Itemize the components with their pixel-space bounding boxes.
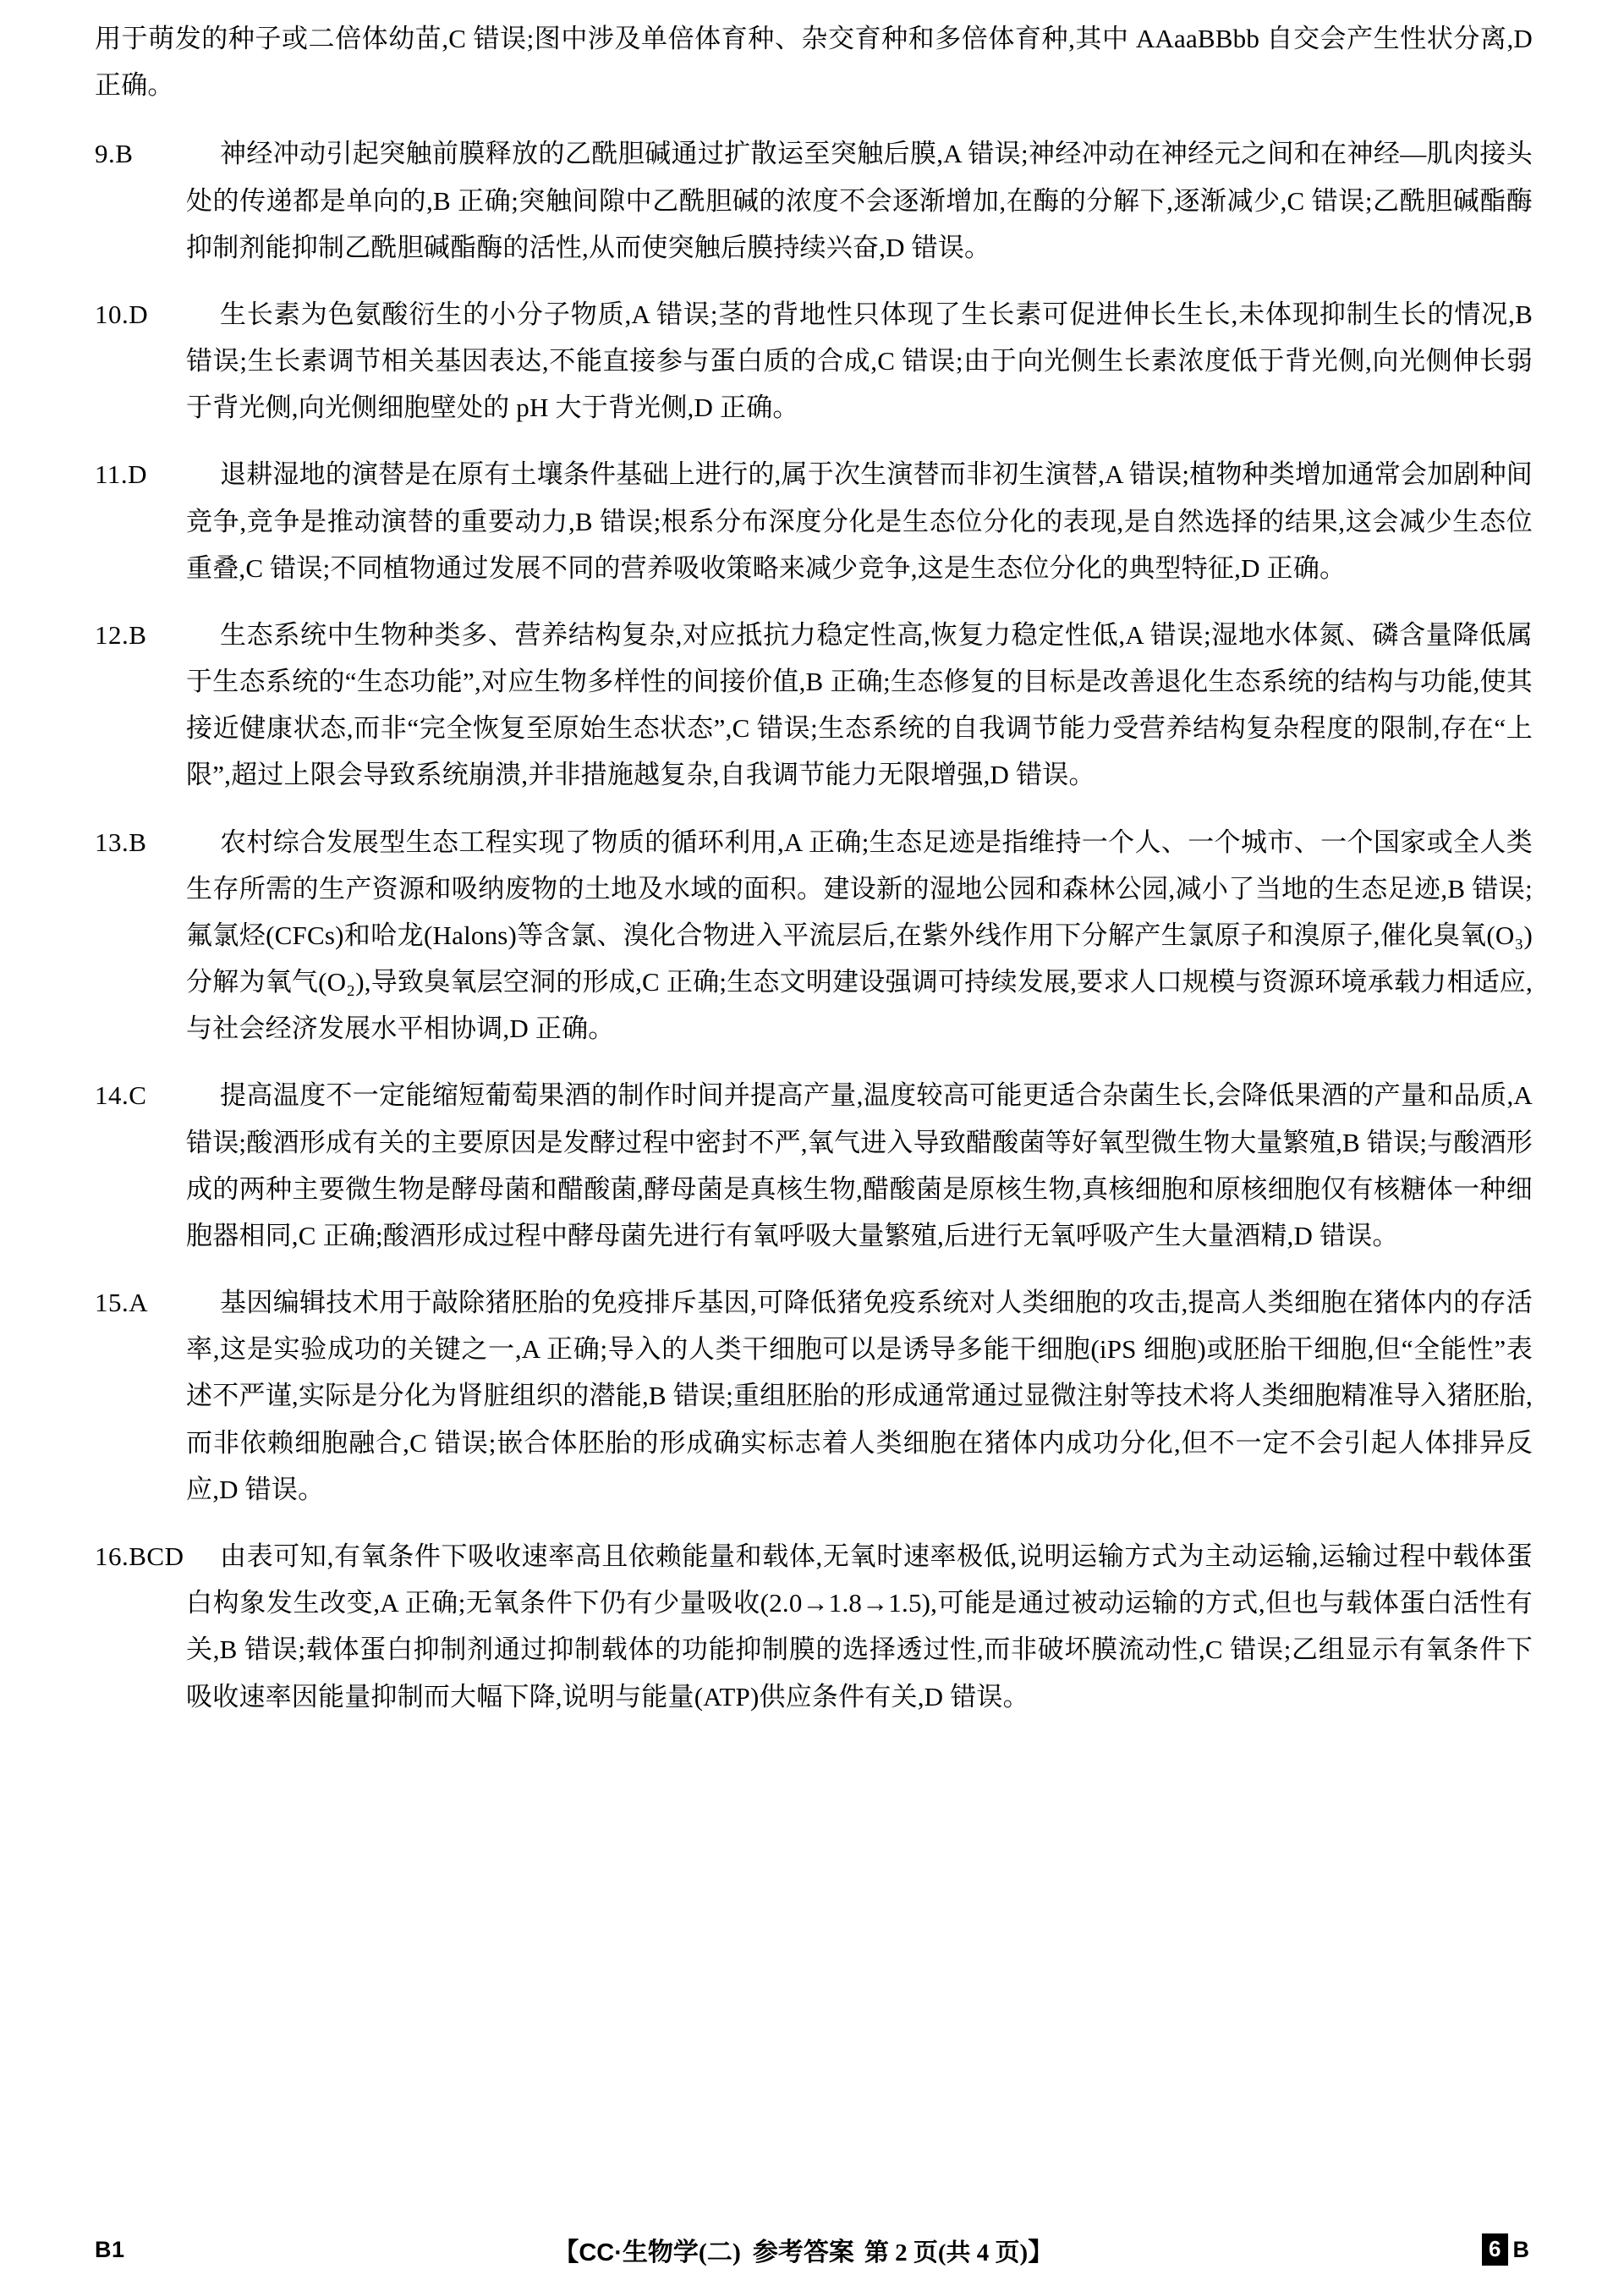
answer-number-9 xyxy=(95,130,186,177)
answer-choice: B xyxy=(129,827,147,857)
answer-explanation-10: 生长素为色氨酸衍生的小分子物质,A 错误;茎的背地性只体现了生长素可促进伸长生长,未体现抑制生长的情况,B 错误;生长素调节相关基因表达,不能直接参与蛋白质的合成,C 错误;由于向光侧生长素浓度低于背光侧,向光侧伸长弱于背光侧,向光侧细胞壁处的 pH 大于背光侧,D 正确。 xyxy=(186,299,1533,423)
footer-bracket-open: 【 xyxy=(553,2239,579,2266)
answer-choice: B xyxy=(115,139,134,169)
answer-explanation-16: 由表可知,有氧条件下吸收速率高且依赖能量和载体,无氧时速率极低,说明运输方式为主动运输,运输过程中载体蛋白构象发生改变,A 正确;无氧条件下仍有少量吸收(2.0→1.8→1.5),可能是通过被动运输的方式,但也与载体蛋白活性有关,B 错误;载体蛋白抑制剂通过抑制载体的功能抑制膜的选择透过性,而非破坏膜流动性,C 错误;乙组显示有氧条件下吸收速率因能量抑制而大幅下降,说明与能量(ATP)供应条件有关,D 错误。 xyxy=(186,1541,1533,1711)
answer-entry-14 xyxy=(95,1072,1533,1259)
question-number: 14. xyxy=(95,1080,129,1111)
answer-entry-10 xyxy=(95,291,1533,431)
continuation-paragraph: 用于萌发的种子或二倍体幼苗,C 错误;图中涉及单倍体育种、杂交育种和多倍体育种,其中 AAaaBBbb 自交会产生性状分离,D 正确。 xyxy=(95,24,1533,101)
answer-number-15 xyxy=(95,1279,186,1326)
answer-number-12 xyxy=(95,612,186,658)
footer-bracket-close: 】 xyxy=(1028,2239,1054,2266)
answer-entry-9 xyxy=(95,130,1533,271)
answer-choice: C xyxy=(129,1080,147,1111)
answer-choice: D xyxy=(128,459,147,490)
footer-center-info xyxy=(553,2231,1053,2268)
answer-explanation-15: 基因编辑技术用于敲除猪胚胎的免疫排斥基因,可降低猪免疫系统对人类细胞的攻击,提高人类细胞在猪体内的存活率,这是实验成功的关键之一,A 正确;导入的人类干细胞可以是诱导多能干细胞(iPS 细胞)或胚胎干细胞,但“全能性”表述不严谨,实际是分化为肾脏组织的潜能,B 错误;重组胚胎的形成通常通过显微注射等技术将人类细胞精准导入猪胚胎,而非依赖细胞融合,C 错误;嵌合体胚胎的形成确实标志着人类细胞在猪体内成功分化,但不一定不会引起人体排异反应,D 错误。 xyxy=(186,1288,1533,1504)
question-number: 15. xyxy=(95,1288,129,1318)
answer-number-10 xyxy=(95,291,186,338)
footer-page-info: 第 2 页(共 4 页) xyxy=(864,2239,1029,2266)
answer-choice: B xyxy=(129,619,147,650)
answer-choice: BCD xyxy=(129,1541,184,1571)
footer-reference-label: 参考答案 xyxy=(752,2239,854,2266)
answer-explanation-12: 生态系统中生物种类多、营养结构复杂,对应抵抗力稳定性高,恢复力稳定性低,A 错误;湿地水体氮、磷含量降低属于生态系统的“生态功能”,对应生物多样性的间接价值,B 正确;生态修复的目标是改善退化生态系统的结构与功能,使其接近健康状态,而非“完全恢复至原始生态状态”,C 错误;生态系统的自我调节能力受营养结构复杂程度的限制,存在“上限”,超过上限会导致系统崩溃,并非措施越复杂,自我调节能力无限增强,D 错误。 xyxy=(186,619,1533,790)
answer-explanation-9: 神经冲动引起突触前膜释放的乙酰胆碱通过扩散运至突触后膜,A 错误;神经冲动在神经元之间和在神经—肌肉接头处的传递都是单向的,B 正确;突触间隙中乙酰胆碱的浓度不会逐渐增加,在酶的分解下,逐渐减少,C 错误;乙酰胆碱酯酶抑制剂能抑制乙酰胆碱酯酶的活性,从而使突触后膜持续兴奋,D 错误。 xyxy=(186,139,1533,262)
question-number: 16. xyxy=(95,1541,129,1571)
question-number: 12. xyxy=(95,619,129,650)
question-number: 10. xyxy=(95,299,129,329)
answer-choice: D xyxy=(129,299,149,329)
answer-entry-16 xyxy=(95,1533,1533,1720)
answer-entry-15 xyxy=(95,1279,1533,1513)
answer-number-11 xyxy=(95,451,186,497)
footer-page-number-box: 6 xyxy=(1482,2233,1507,2266)
answer-entry-12 xyxy=(95,612,1533,799)
footer-right-info xyxy=(1482,2233,1529,2266)
footer-subject: 生物学(二) xyxy=(622,2239,741,2266)
answer-number-13 xyxy=(95,819,186,865)
answer-number-16 xyxy=(95,1533,186,1580)
answer-choice: A xyxy=(129,1288,149,1318)
answer-explanation-11: 退耕湿地的演替是在原有土壤条件基础上进行的,属于次生演替而非初生演替,A 错误;植物种类增加通常会加剧种间竞争,竞争是推动演替的重要动力,B 错误;根系分布深度分化是生态位分化的表现,是自然选择的结果,这会减少生态位重叠,C 错误;不同植物通过发展不同的营养吸收策略来减少竞争,这是生态位分化的典型特征,D 正确。 xyxy=(186,459,1533,583)
footer-left-code: B1 xyxy=(95,2236,125,2262)
page-footer xyxy=(95,2230,1529,2269)
footer-right-code: B xyxy=(1512,2236,1529,2262)
page-content xyxy=(95,15,1533,1720)
question-number: 11. xyxy=(95,459,129,490)
question-number: 9. xyxy=(95,139,116,169)
answer-explanation-14: 提高温度不一定能缩短葡萄果酒的制作时间并提高产量,温度较高可能更适合杂菌生长,会降低果酒的产量和品质,A 错误;酸酒形成有关的主要原因是发酵过程中密封不严,氧气进入导致醋酸菌等好氧型微生物大量繁殖,B 错误;与酸酒形成的两种主要微生物是酵母菌和醋酸菌,酵母菌是真核生物,醋酸菌是原核生物,真核细胞和原核细胞仅有核糖体一种细胞器相同,C 正确;酸酒形成过程中酵母菌先进行有氧呼吸大量繁殖,后进行无氧呼吸产生大量酒精,D 错误。 xyxy=(186,1080,1533,1250)
question-number: 13. xyxy=(95,827,129,857)
answer-entry-13 xyxy=(95,819,1533,1052)
footer-brand: CC· xyxy=(579,2239,623,2266)
answer-entry-11 xyxy=(95,451,1533,591)
answer-explanation-13: 农村综合发展型生态工程实现了物质的循环利用,A 正确;生态足迹是指维持一个人、一个城市、一个国家或全人类生存所需的生产资源和吸纳废物的土地及水域的面积。建设新的湿地公园和森林公园,减小了当地的生态足迹,B 错误;氟氯烃(CFCs)和哈龙(Halons)等含氯、溴化合物进入平流层后,在紫外线作用下分解产生氯原子和溴原子,催化臭氧(O₃)分解为氧气(O₂),导致臭氧层空洞的形成,C 正确;生态文明建设强调可持续发展,要求人口规模与资源环境承载力相适应,与社会经济发展水平相协调,D 正确。 xyxy=(186,827,1533,1044)
answer-number-14 xyxy=(95,1072,186,1118)
